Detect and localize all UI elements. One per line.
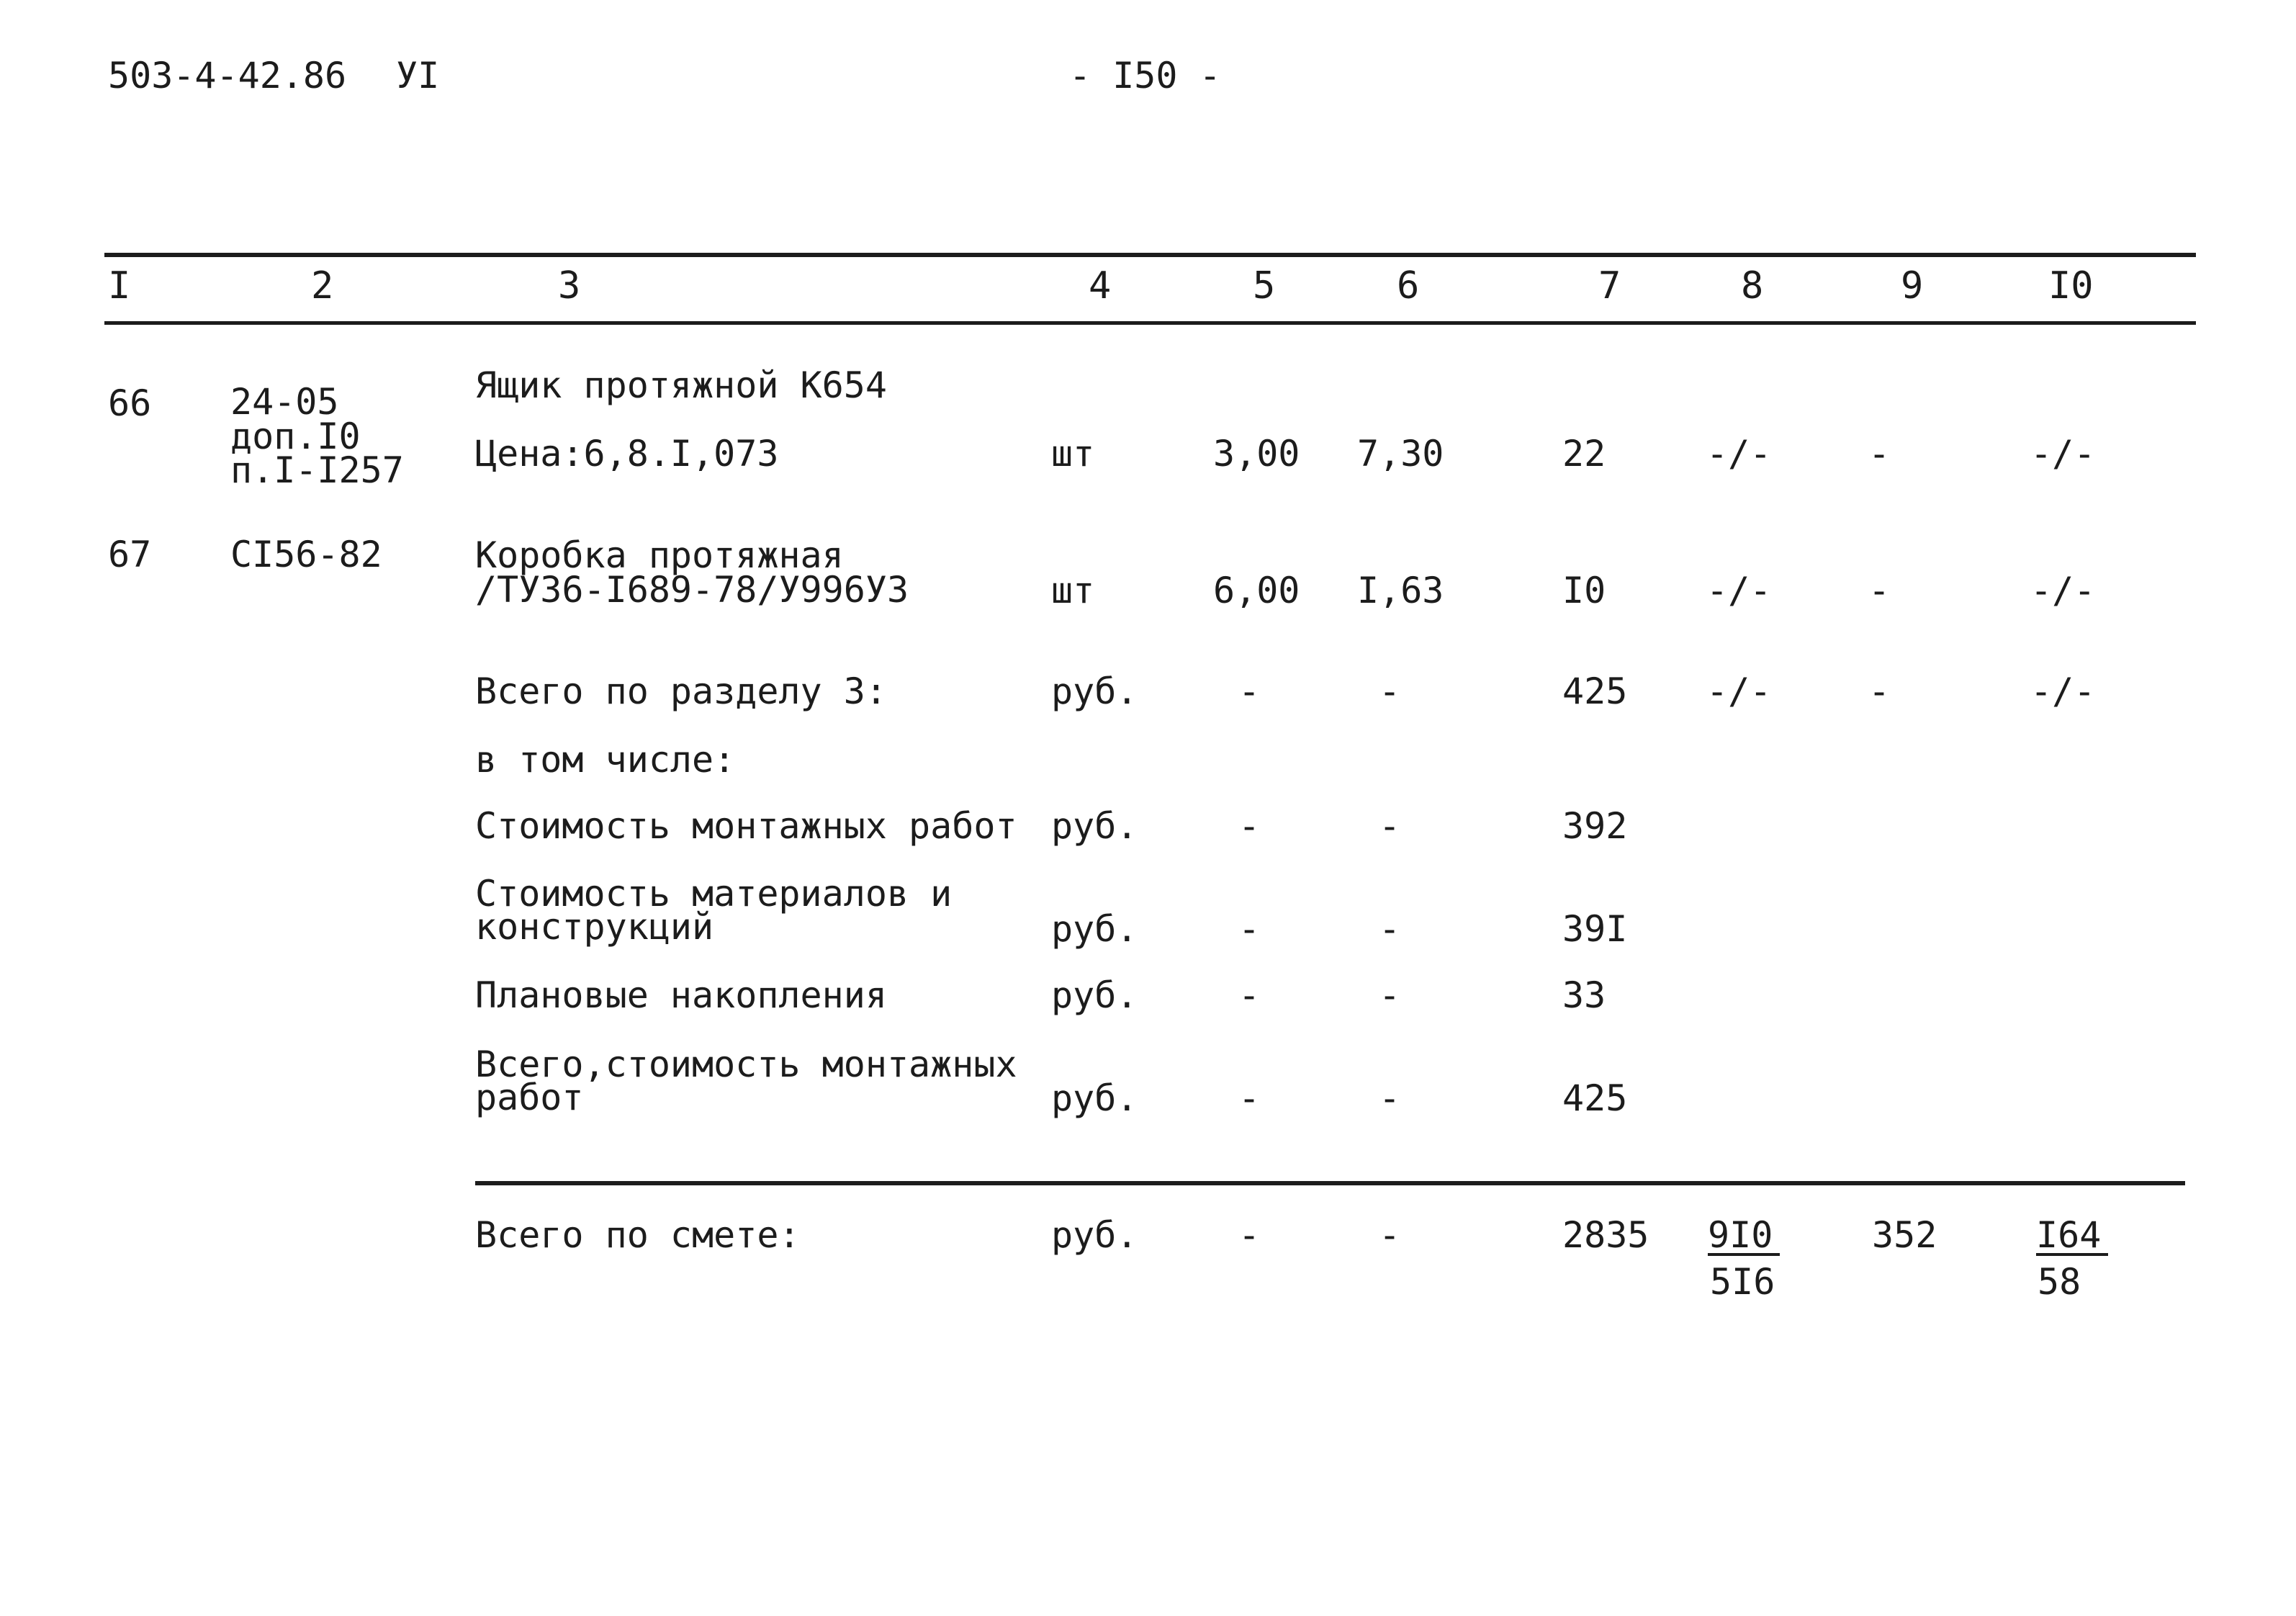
- row-unit: руб.: [1051, 670, 1138, 712]
- row-col10: -/-: [2030, 433, 2096, 475]
- header-bottom-rule: [104, 321, 2196, 325]
- row-col9: -: [1868, 670, 1891, 712]
- breakdown-label: конструкций: [475, 906, 714, 948]
- row-name: Ящик протяжной К654: [475, 364, 887, 406]
- row-unit-price: -: [1379, 974, 1401, 1016]
- row-unit: шт: [1051, 570, 1095, 611]
- row-unit-price: -: [1379, 1077, 1401, 1119]
- including-label: в том числе:: [475, 739, 736, 781]
- column-header-4: 4: [1089, 264, 1112, 308]
- row-total: 425: [1562, 1077, 1628, 1119]
- row-price-formula: Цена:6,8.I,073: [475, 433, 779, 475]
- header-top-rule: [104, 253, 2196, 257]
- page-number: - I50 -: [1069, 55, 1221, 96]
- column-header-5: 5: [1253, 264, 1276, 308]
- column-header-9: 9: [1901, 264, 1924, 308]
- row-unit: руб.: [1051, 805, 1138, 847]
- row-col8: -/-: [1706, 670, 1772, 712]
- row-name: Коробка протяжная: [475, 534, 844, 576]
- grand-total-rule: [475, 1181, 2185, 1185]
- row-quantity: -: [1238, 670, 1261, 712]
- row-unit-price: -: [1379, 908, 1401, 950]
- row-code: 24-05: [230, 381, 339, 423]
- row-code: п.I-I257: [230, 449, 404, 491]
- col10-numerator: I64: [2036, 1217, 2108, 1256]
- grand-total-label: Всего по смете:: [475, 1214, 801, 1256]
- row-total: 425: [1562, 670, 1628, 712]
- row-unit: руб.: [1051, 974, 1138, 1016]
- row-total: 2835: [1562, 1214, 1649, 1256]
- row-unit-price: -: [1379, 805, 1401, 847]
- column-header-10: I0: [2048, 264, 2094, 308]
- row-quantity: 6,00: [1213, 570, 1300, 611]
- row-unit: руб.: [1051, 908, 1138, 950]
- row-unit-price: -: [1379, 1214, 1401, 1256]
- row-quantity: -: [1238, 974, 1261, 1016]
- col8-numerator: 9I0: [1708, 1217, 1780, 1256]
- col10-denominator: 58: [2038, 1261, 2081, 1303]
- document-code: 503-4-42.86: [108, 55, 347, 96]
- col8-denominator: 5I6: [1710, 1261, 1775, 1303]
- row-unit: шт: [1051, 433, 1095, 475]
- row-total: 392: [1562, 805, 1628, 847]
- row-col8: -/-: [1706, 570, 1772, 611]
- row-total: 22: [1562, 433, 1606, 475]
- row-col9: 352: [1872, 1214, 1937, 1256]
- row-quantity: -: [1238, 1214, 1261, 1256]
- row-unit: руб.: [1051, 1214, 1138, 1256]
- row-quantity: -: [1238, 805, 1261, 847]
- breakdown-label: работ: [475, 1077, 584, 1118]
- row-col10: -/-: [2030, 570, 2096, 611]
- column-header-2: 2: [311, 264, 334, 308]
- row-total: 39I: [1562, 908, 1628, 950]
- row-unit-price: -: [1379, 670, 1401, 712]
- row-unit-price: I,63: [1357, 570, 1444, 611]
- column-header-3: 3: [558, 264, 581, 308]
- column-header-6: 6: [1397, 264, 1420, 308]
- breakdown-label: Стоимость материалов и: [475, 873, 953, 915]
- row-code: CI56-82: [230, 534, 382, 575]
- row-col8: -/-: [1706, 433, 1772, 475]
- row-number: 66: [108, 382, 152, 424]
- row-quantity: -: [1238, 908, 1261, 950]
- row-unit: руб.: [1051, 1077, 1138, 1119]
- row-col9: -: [1868, 570, 1891, 611]
- row-code: доп.I0: [230, 416, 361, 457]
- row-total: 33: [1562, 974, 1606, 1016]
- column-header-8: 8: [1741, 264, 1764, 308]
- breakdown-label: Плановые накопления: [475, 974, 887, 1016]
- column-header-1: I: [108, 264, 131, 308]
- row-quantity: 3,00: [1213, 433, 1300, 475]
- breakdown-label: Всего,стоимость монтажных: [475, 1043, 1017, 1085]
- row-unit-price: 7,30: [1357, 433, 1444, 475]
- row-quantity: -: [1238, 1077, 1261, 1119]
- row-total: I0: [1562, 570, 1606, 611]
- breakdown-label: Стоимость монтажных работ: [475, 805, 1017, 847]
- row-col9: -: [1868, 433, 1891, 475]
- row-number: 67: [108, 534, 152, 575]
- row-col10: -/-: [2030, 670, 2096, 712]
- column-header-7: 7: [1598, 264, 1621, 308]
- row-name: /ТУ36-I689-78/У996УЗ: [475, 569, 909, 611]
- section-total-label: Всего по разделу 3:: [475, 670, 887, 712]
- sheet-mark: УI: [396, 55, 440, 96]
